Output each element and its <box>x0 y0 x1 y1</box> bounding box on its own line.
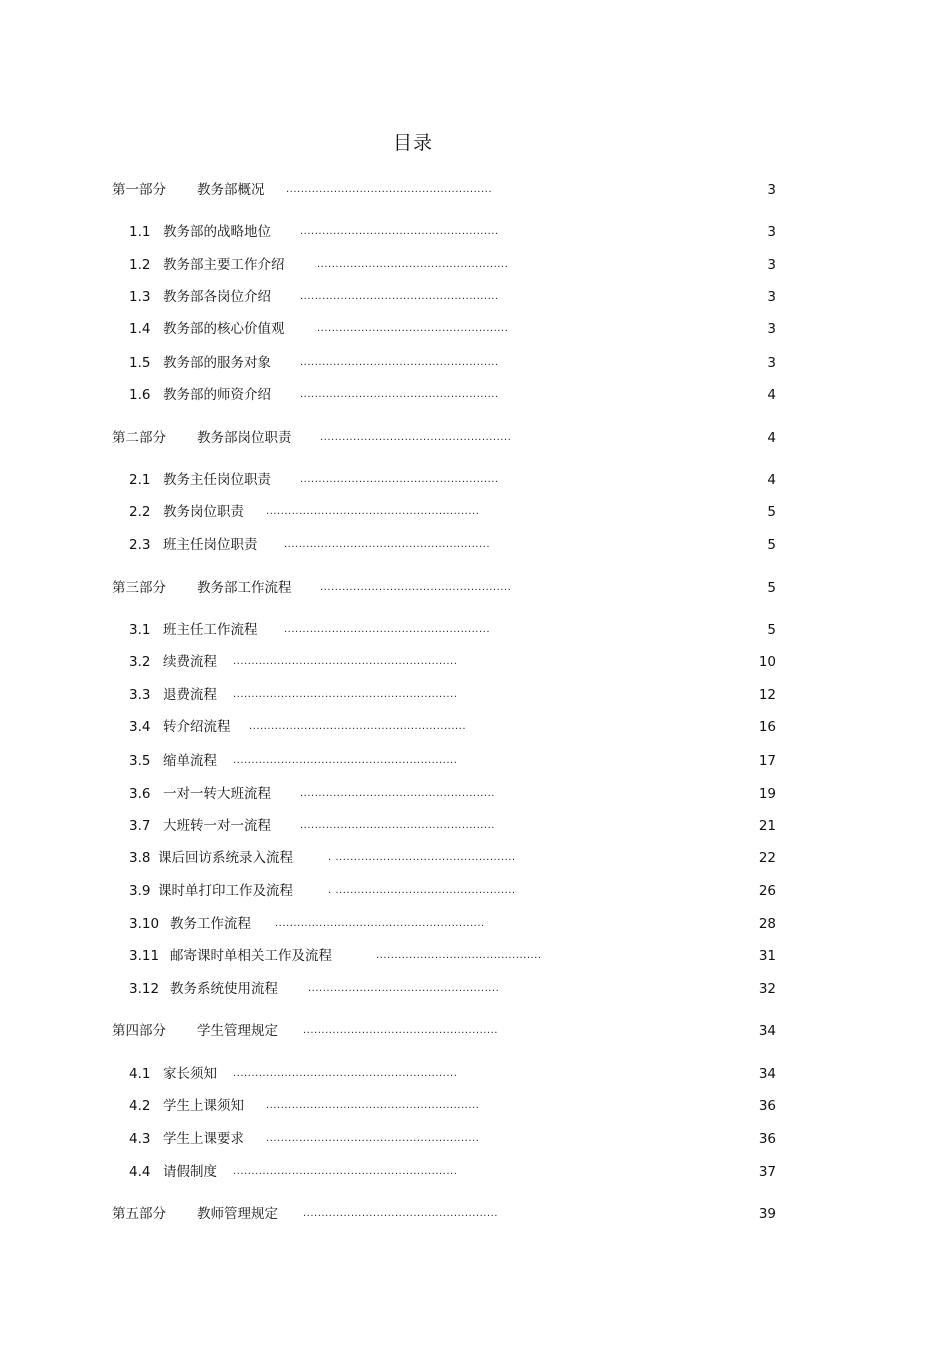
toc-leader-dots: .......................................................... <box>266 506 480 517</box>
toc-label: 教务岗位职责 <box>163 504 244 520</box>
toc-label: 教务部的师资介绍 <box>163 387 271 403</box>
toc-sub-entry[interactable] <box>0 318 950 340</box>
toc-number: 3.3 <box>129 687 151 703</box>
toc-number: 3.5 <box>129 753 151 769</box>
toc-page-number: 3 <box>767 257 776 273</box>
toc-leader-dots: ........................................................ <box>284 624 491 635</box>
toc-number: 第二部分 <box>112 430 166 446</box>
toc-leader-dots: .................................................... <box>317 323 509 334</box>
toc-label: 学生上课要求 <box>163 1131 244 1147</box>
toc-leader-dots: ..................................................... <box>303 1025 498 1036</box>
toc-part-entry[interactable] <box>0 1203 950 1225</box>
toc-number: 3.8 <box>129 850 151 866</box>
toc-page-number: 21 <box>758 818 776 834</box>
toc-number: 第四部分 <box>112 1023 166 1039</box>
toc-page-number: 5 <box>767 622 776 638</box>
toc-number: 4.1 <box>129 1066 151 1082</box>
toc-sub-entry[interactable] <box>0 1095 950 1117</box>
toc-leader-dots: .................................................... <box>320 432 512 443</box>
toc-sub-entry[interactable] <box>0 750 950 772</box>
toc-page-number: 36 <box>758 1131 776 1147</box>
toc-label: 班主任工作流程 <box>163 622 258 638</box>
toc-page-number: 28 <box>758 916 776 932</box>
toc-leader-dots: ...................................................... <box>300 357 499 368</box>
toc-number: 3.11 <box>129 948 160 964</box>
toc-page-number: 34 <box>758 1066 776 1082</box>
toc-leader-dots: ........................................................ <box>286 184 493 195</box>
toc-label: 大班转一对一流程 <box>163 818 271 834</box>
toc-label: 课时单打印工作及流程 <box>158 883 293 899</box>
toc-label: 教师管理规定 <box>197 1206 278 1222</box>
toc-page-number: 3 <box>767 289 776 305</box>
toc-leader-dots: ........................................................ <box>284 539 491 550</box>
toc-label: 教务部的核心价值观 <box>163 321 285 337</box>
toc-label: 学生上课须知 <box>163 1098 244 1114</box>
toc-number: 第三部分 <box>112 580 166 596</box>
toc-page-number: 16 <box>758 719 776 735</box>
toc-number: 3.9 <box>129 883 151 899</box>
toc-page-number: 19 <box>758 786 776 802</box>
toc-sub-entry[interactable] <box>0 286 950 308</box>
toc-sub-entry[interactable] <box>0 716 950 738</box>
toc-leader-dots: ...................................................... <box>300 226 499 237</box>
toc-number: 1.4 <box>129 321 151 337</box>
toc-sub-entry[interactable] <box>0 913 950 935</box>
toc-leader-dots: ........................................................... <box>249 721 467 732</box>
toc-leader-dots: ..................................................... <box>300 820 495 831</box>
toc-page-number: 39 <box>758 1206 776 1222</box>
toc-number: 1.1 <box>129 224 151 240</box>
toc-label: 教务部主要工作介绍 <box>163 257 285 273</box>
toc-label: 退费流程 <box>163 687 217 703</box>
toc-leader-dots: ...................................................... <box>300 474 499 485</box>
toc-number: 3.4 <box>129 719 151 735</box>
toc-label: 学生管理规定 <box>197 1023 278 1039</box>
toc-label: 缩单流程 <box>163 753 217 769</box>
toc-leader-dots: ............................................................. <box>233 1068 458 1079</box>
toc-page-number: 12 <box>758 687 776 703</box>
toc-sub-entry[interactable] <box>0 1161 950 1183</box>
toc-label: 课后回访系统录入流程 <box>158 850 293 866</box>
toc-page-number: 32 <box>758 981 776 997</box>
toc-number: 3.10 <box>129 916 160 932</box>
toc-leader-dots: .......................................................... <box>266 1100 480 1111</box>
toc-label: 教务系统使用流程 <box>170 981 278 997</box>
toc-label: 教务部的服务对象 <box>163 355 271 371</box>
toc-label: 家长须知 <box>163 1066 217 1082</box>
page-title: 目录 <box>392 132 433 154</box>
toc-sub-entry[interactable] <box>0 384 950 406</box>
toc-leader-dots: ............................................................. <box>233 689 458 700</box>
toc-leader-dots: ...................................................... <box>300 389 499 400</box>
toc-sub-entry[interactable] <box>0 978 950 1000</box>
toc-leader-dots: ......................................................... <box>275 918 485 929</box>
toc-number: 1.5 <box>129 355 151 371</box>
toc-page-number: 5 <box>767 504 776 520</box>
toc-sub-entry[interactable] <box>0 1128 950 1150</box>
toc-sub-entry[interactable] <box>0 469 950 491</box>
toc-leader-dots: .................................................... <box>317 259 509 270</box>
toc-label: 教务部工作流程 <box>197 580 292 596</box>
toc-sub-entry[interactable] <box>0 847 950 869</box>
toc-leader-dots: ..................................................... <box>300 788 495 799</box>
toc-leader-dots: .................................................... <box>308 983 500 994</box>
toc-label: 教务工作流程 <box>170 916 251 932</box>
toc-label: 教务部岗位职责 <box>197 430 292 446</box>
toc-leader-dots: . ................................................. <box>328 852 516 863</box>
toc-sub-entry[interactable] <box>0 945 950 967</box>
toc-page-number: 3 <box>767 355 776 371</box>
toc-page-number: 17 <box>758 753 776 769</box>
toc-sub-entry[interactable] <box>0 684 950 706</box>
toc-label: 邮寄课时单相关工作及流程 <box>170 948 332 964</box>
toc-label: 转介绍流程 <box>163 719 231 735</box>
toc-page-number: 3 <box>767 224 776 240</box>
toc-page-number: 10 <box>758 654 776 670</box>
toc-part-entry[interactable] <box>0 1020 950 1042</box>
toc-label: 一对一转大班流程 <box>163 786 271 802</box>
toc-page-number: 22 <box>758 850 776 866</box>
toc-page-number: 36 <box>758 1098 776 1114</box>
toc-leader-dots: .......................................................... <box>266 1133 480 1144</box>
toc-number: 2.2 <box>129 504 151 520</box>
toc-label: 教务部的战略地位 <box>163 224 271 240</box>
toc-page-number: 31 <box>758 948 776 964</box>
toc-leader-dots: ..................................................... <box>303 1208 498 1219</box>
toc-part-entry[interactable] <box>0 577 950 599</box>
toc-label: 请假制度 <box>163 1164 217 1180</box>
toc-leader-dots: ...................................................... <box>300 291 499 302</box>
toc-number: 第一部分 <box>112 182 166 198</box>
toc-label: 续费流程 <box>163 654 217 670</box>
toc-page-number: 26 <box>758 883 776 899</box>
toc-part-entry[interactable] <box>0 179 950 201</box>
toc-number: 2.3 <box>129 537 151 553</box>
toc-sub-entry[interactable] <box>0 651 950 673</box>
toc-page-number: 37 <box>758 1164 776 1180</box>
toc-page-number: 5 <box>767 537 776 553</box>
toc-number: 2.1 <box>129 472 151 488</box>
toc-number: 4.3 <box>129 1131 151 1147</box>
toc-page-number: 5 <box>767 580 776 596</box>
toc-page-number: 4 <box>767 387 776 403</box>
toc-sub-entry[interactable] <box>0 352 950 374</box>
toc-label: 班主任岗位职责 <box>163 537 258 553</box>
toc-sub-entry[interactable] <box>0 619 950 641</box>
toc-leader-dots: ............................................................. <box>233 656 458 667</box>
toc-number: 3.1 <box>129 622 151 638</box>
toc-page-number: 4 <box>767 430 776 446</box>
toc-sub-entry[interactable] <box>0 534 950 556</box>
toc-label: 教务主任岗位职责 <box>163 472 271 488</box>
toc-number: 3.6 <box>129 786 151 802</box>
toc-number: 3.12 <box>129 981 160 997</box>
toc-number: 1.6 <box>129 387 151 403</box>
toc-sub-entry[interactable] <box>0 815 950 837</box>
toc-number: 第五部分 <box>112 1206 166 1222</box>
toc-sub-entry[interactable] <box>0 501 950 523</box>
toc-number: 4.4 <box>129 1164 151 1180</box>
toc-sub-entry[interactable] <box>0 221 950 243</box>
toc-sub-entry[interactable] <box>0 1063 950 1085</box>
toc-part-entry[interactable] <box>0 427 950 449</box>
toc-page-number: 4 <box>767 472 776 488</box>
toc-leader-dots: . ................................................. <box>328 885 516 896</box>
toc-leader-dots: ............................................. <box>376 950 542 961</box>
toc-page-number: 3 <box>767 182 776 198</box>
toc-sub-entry[interactable] <box>0 880 950 902</box>
toc-sub-entry[interactable] <box>0 254 950 276</box>
toc-label: 教务部各岗位介绍 <box>163 289 271 305</box>
toc-number: 3.2 <box>129 654 151 670</box>
toc-leader-dots: .................................................... <box>320 582 512 593</box>
toc-page-number: 3 <box>767 321 776 337</box>
toc-number: 1.2 <box>129 257 151 273</box>
toc-page-number: 34 <box>758 1023 776 1039</box>
toc-number: 1.3 <box>129 289 151 305</box>
toc-label: 教务部概况 <box>197 182 265 198</box>
toc-sub-entry[interactable] <box>0 783 950 805</box>
toc-number: 3.7 <box>129 818 151 834</box>
toc-leader-dots: ............................................................. <box>233 1166 458 1177</box>
toc-number: 4.2 <box>129 1098 151 1114</box>
toc-leader-dots: ............................................................. <box>233 755 458 766</box>
